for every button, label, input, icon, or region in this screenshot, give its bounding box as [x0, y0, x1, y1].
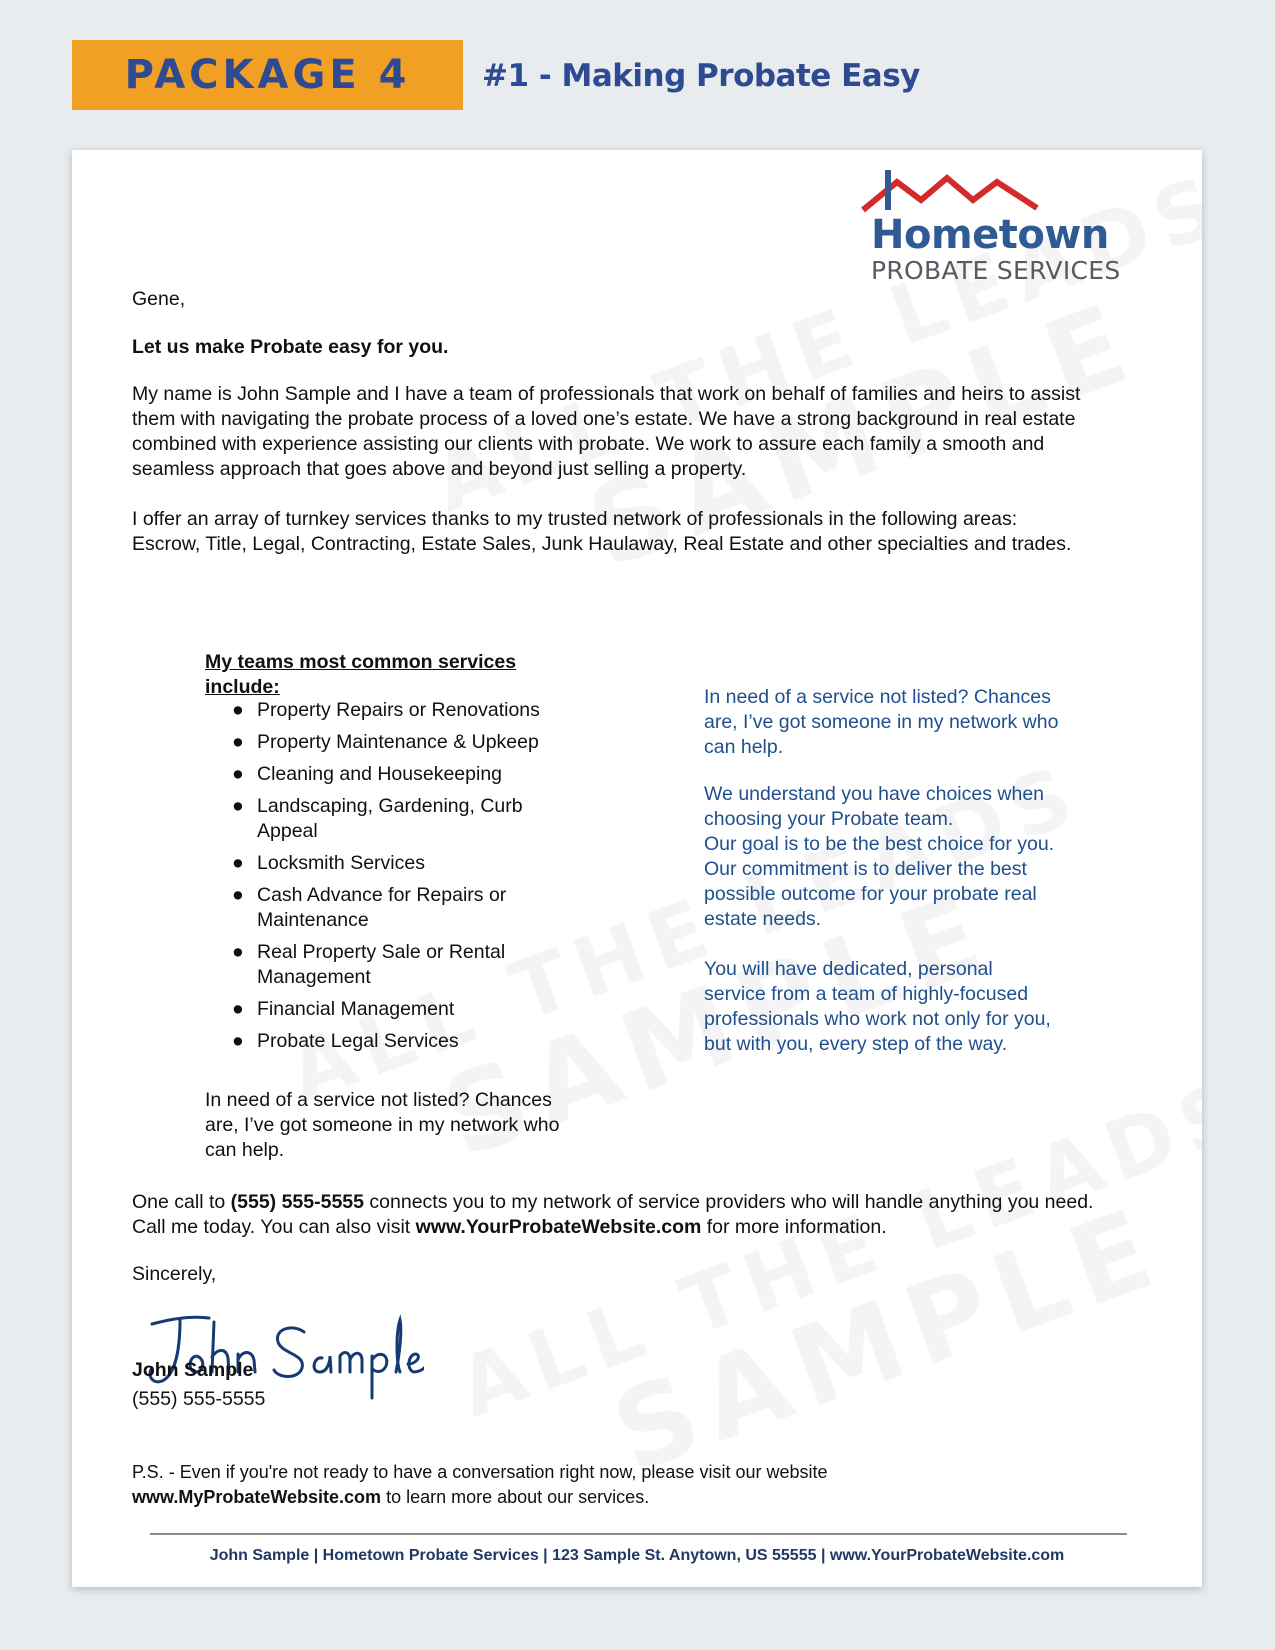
- list-item: [232, 698, 562, 723]
- list-item: [232, 730, 562, 755]
- signer-phone: (555) 555-5555: [132, 1388, 266, 1410]
- footer-address: John Sample | Hometown Probate Services | 123 Sample St. Anytown, US 55555 | www.YourProbateWebsite.com: [209, 1547, 1065, 1564]
- list-item: [232, 940, 562, 990]
- service-label: Probate Legal Services: [257, 1030, 459, 1052]
- bullet-icon: ●: [232, 884, 244, 906]
- list-item: [232, 997, 562, 1022]
- letter-page: [72, 150, 1202, 1587]
- ps-text: to learn more about our services.: [381, 1487, 650, 1507]
- list-item: [232, 762, 562, 787]
- package-label: PACKAGE 4: [124, 52, 411, 98]
- bullet-icon: ●: [232, 1030, 244, 1052]
- bullet-icon: ●: [232, 699, 244, 721]
- side-choices: We understand you have choices when choosing your Probate team.: [704, 783, 1045, 830]
- services-list: [232, 698, 562, 1061]
- cta-phone: (555) 555-5555: [230, 1191, 364, 1213]
- list-item: [232, 794, 562, 844]
- side-goal: Our goal is to be the best choice for you. Our commitment is to deliver the best possible outcome for your probate real estate needs.: [704, 833, 1055, 930]
- cta-text: for more information.: [701, 1216, 887, 1238]
- logo-subtitle: PROBATE SERVICES: [871, 256, 1121, 285]
- bullet-icon: ●: [232, 763, 244, 785]
- services-paragraph: I offer an array of turnkey services thanks to my trusted network of professionals in the following areas: Escrow, Title, Legal, Contracting, Estate Sales, Junk Haulaway, Real Estate and other specialties and trades.: [132, 508, 1072, 555]
- footer-divider: [150, 1533, 1127, 1535]
- services-heading: My teams most common services include:: [205, 651, 517, 698]
- headline: Let us make Probate easy for you.: [132, 336, 449, 358]
- cta-text: connects you to my network of service providers who will handle anything you need. Call me today. You can also visit: [132, 1191, 1094, 1238]
- intro-paragraph: My name is John Sample and I have a team of professionals that work on behalf of families and heirs to assist them with navigating the probate process of a loved one’s estate. We have a strong background in real estate combined with experience assisting our clients with probate. We work to assure each family a smooth and seamless approach that goes above and beyond just selling a property.: [132, 383, 1081, 480]
- greeting: Gene,: [132, 288, 186, 310]
- postscript: [132, 1460, 1032, 1510]
- service-label: Cleaning and Housekeeping: [257, 763, 503, 785]
- bullet-icon: ●: [232, 731, 244, 753]
- bullet-icon: ●: [232, 795, 244, 817]
- service-label: Property Maintenance & Upkeep: [257, 731, 539, 753]
- package-banner: [72, 40, 463, 110]
- service-label: Real Property Sale or Rental Management: [257, 941, 506, 988]
- bullet-icon: ●: [232, 941, 244, 963]
- cta-text: One call to: [132, 1191, 231, 1213]
- side-service: You will have dedicated, personal service from a team of highly-focused professionals who work not only for you, but with you, every step of the way.: [704, 958, 1051, 1055]
- service-label: Locksmith Services: [257, 852, 425, 874]
- watermark-line1: [449, 1068, 1202, 1430]
- company-logo: [857, 168, 1127, 283]
- side-note: In need of a service not listed? Chances are, I’ve got someone in my network who can help.: [704, 686, 1059, 758]
- list-item: [232, 883, 562, 933]
- signer-name: John Sample: [132, 1359, 254, 1381]
- bullet-icon: ●: [232, 852, 244, 874]
- service-label: Financial Management: [257, 998, 455, 1020]
- list-item: [232, 1029, 562, 1054]
- call-to-action: [132, 1190, 1102, 1240]
- cta-website: www.YourProbateWebsite.com: [415, 1216, 702, 1238]
- services-note: In need of a service not listed? Chances are, I’ve got someone in my network who can help.: [205, 1089, 560, 1161]
- ps-website: www.MyProbateWebsite.com: [132, 1487, 382, 1507]
- closing: Sincerely,: [132, 1263, 217, 1285]
- ps-text: P.S. - Even if you're not ready to have a conversation right now, please visit our website: [132, 1462, 828, 1482]
- bullet-icon: ●: [232, 998, 244, 1020]
- logo-name: Hometown: [871, 212, 1109, 258]
- service-label: Landscaping, Gardening, Curb Appeal: [257, 795, 523, 842]
- list-item: [232, 851, 562, 876]
- service-label: Cash Advance for Repairs or Maintenance: [257, 884, 507, 931]
- page-title: #1 - Making Probate Easy: [482, 58, 920, 94]
- service-label: Property Repairs or Renovations: [257, 699, 540, 721]
